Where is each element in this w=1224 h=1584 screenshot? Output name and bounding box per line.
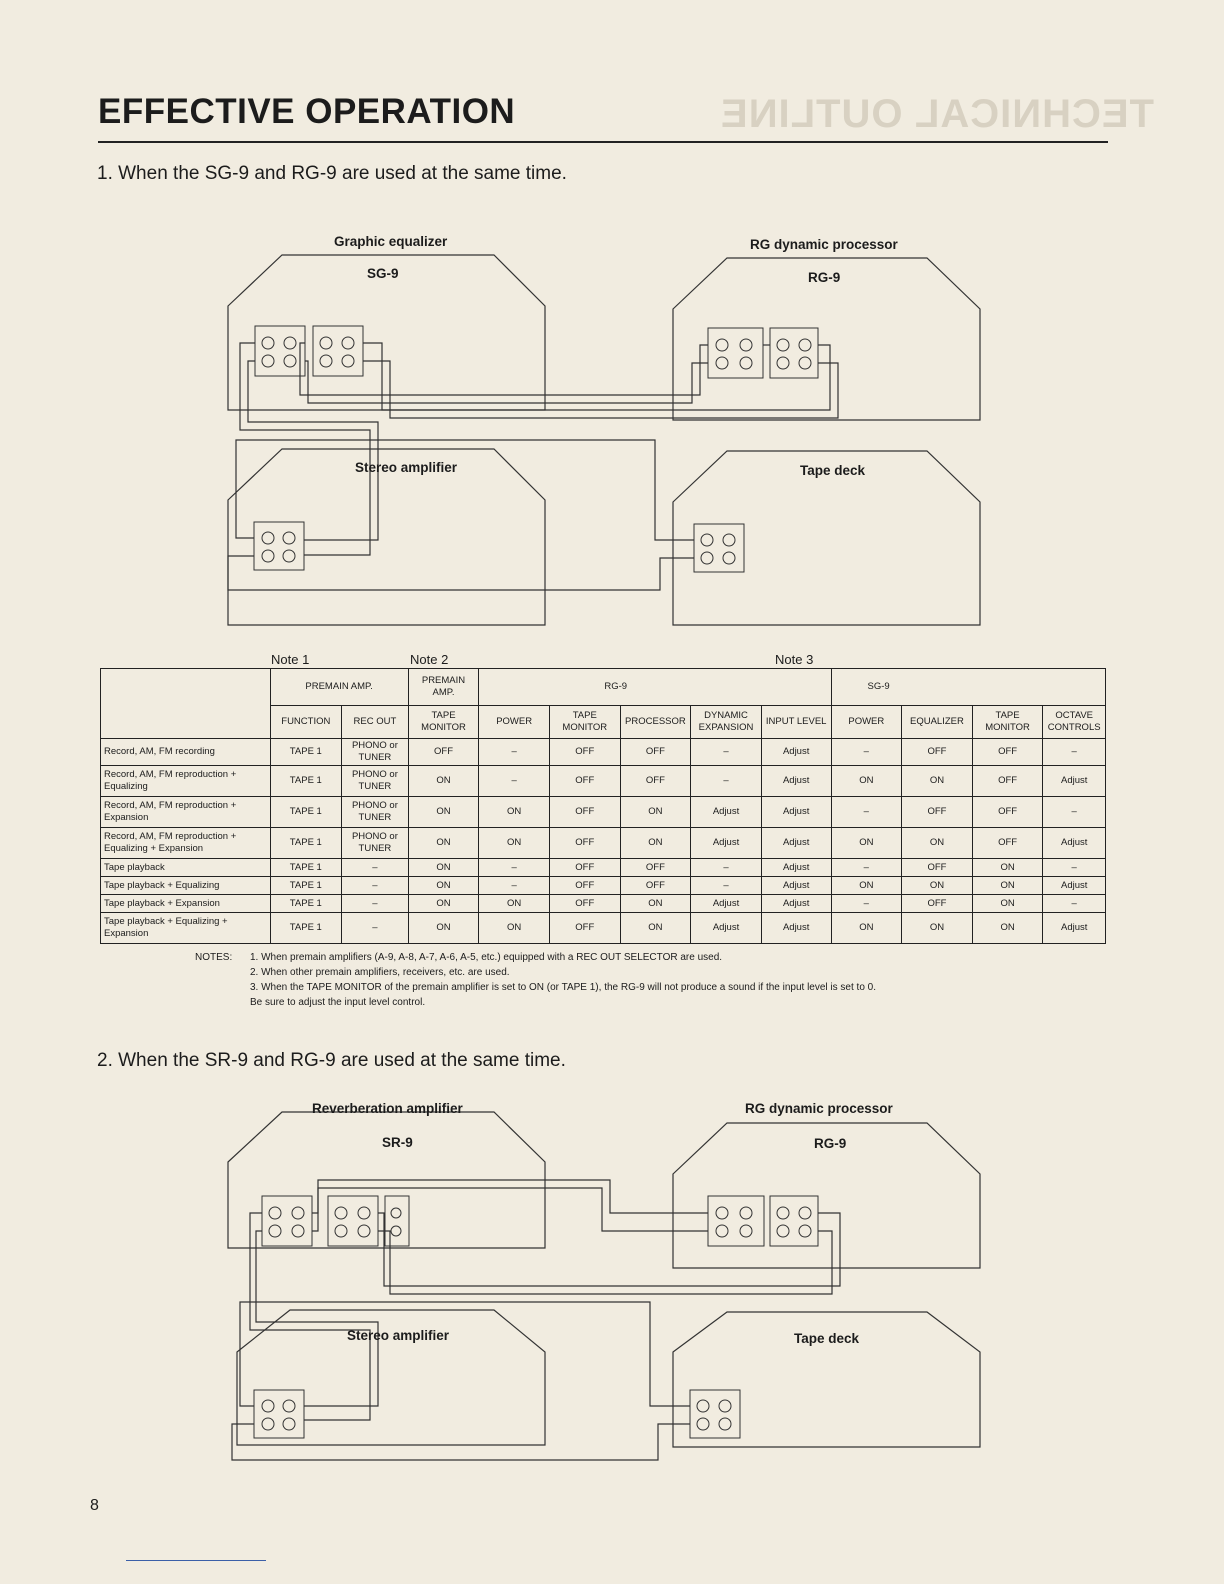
connection-diagram-2: [0, 1090, 1224, 1470]
rg9-header: RG-9: [479, 669, 831, 706]
sg9-model-label: SG-9: [367, 266, 399, 281]
cables-1: [228, 343, 838, 590]
setting-cell: PHONO or TUNER: [342, 766, 409, 797]
setting-cell: ON: [620, 913, 691, 944]
setting-cell: –: [831, 859, 902, 877]
col-header-processor: PROCESSOR: [620, 706, 691, 739]
setting-cell: ON: [479, 797, 550, 828]
setting-cell: TAPE 1: [270, 913, 342, 944]
footer-rule: [126, 1560, 266, 1561]
setting-cell: –: [691, 739, 762, 766]
setting-cell: ON: [408, 766, 479, 797]
stereo-amplifier-label-2: Stereo amplifier: [347, 1328, 450, 1343]
setting-cell: OFF: [549, 877, 620, 895]
mode-cell: Tape playback + Expansion: [101, 895, 271, 913]
setting-cell: –: [479, 877, 550, 895]
stereo-amplifier-1: [228, 449, 545, 625]
setting-cell: ON: [831, 877, 902, 895]
col-header-power: POWER: [479, 706, 550, 739]
setting-cell: Adjust: [761, 877, 831, 895]
col-header-input-level: INPUT LEVEL: [761, 706, 831, 739]
setting-cell: OFF: [549, 895, 620, 913]
setting-cell: Adjust: [691, 797, 762, 828]
setting-cell: ON: [408, 828, 479, 859]
setting-cell: ON: [620, 828, 691, 859]
col-header-rec-out: REC OUT: [342, 706, 409, 739]
setting-cell: OFF: [549, 766, 620, 797]
setting-cell: ON: [479, 828, 550, 859]
mode-header-cell: [101, 669, 271, 739]
setting-cell: OFF: [549, 797, 620, 828]
setting-cell: ON: [831, 913, 902, 944]
table-row: [101, 859, 1106, 877]
note-2-label: Note 2: [410, 652, 449, 667]
setting-cell: Adjust: [761, 913, 831, 944]
setting-cell: –: [831, 895, 902, 913]
setting-cell: OFF: [549, 913, 620, 944]
setting-cell: –: [342, 859, 409, 877]
table-row: [101, 766, 1106, 797]
setting-cell: –: [479, 766, 550, 797]
setting-cell: –: [831, 739, 902, 766]
col-header-function: FUNCTION: [270, 706, 342, 739]
col-header-equalizer: EQUALIZER: [902, 706, 973, 739]
section-1-heading: 1. When the SG-9 and RG-9 are used at the same time.: [97, 163, 567, 184]
setting-cell: OFF: [620, 739, 691, 766]
premain-amp-2-header: PREMAIN AMP.: [408, 669, 479, 706]
setting-cell: Adjust: [761, 828, 831, 859]
setting-cell: –: [342, 895, 409, 913]
setting-cell: Adjust: [691, 913, 762, 944]
table-group-header-row: [101, 669, 1106, 706]
setting-cell: OFF: [972, 797, 1043, 828]
mode-cell: Record, AM, FM reproduction + Equalizing + Expansion: [101, 828, 271, 859]
mode-cell: Tape playback: [101, 859, 271, 877]
sg9-header: SG-9: [831, 669, 1106, 706]
setting-cell: ON: [408, 913, 479, 944]
setting-cell: ON: [620, 797, 691, 828]
stereo-amplifier-label-1: Stereo amplifier: [355, 460, 458, 475]
mode-cell: Tape playback + Equalizing + Expansion: [101, 913, 271, 944]
setting-cell: ON: [408, 895, 479, 913]
setting-cell: Adjust: [1043, 766, 1106, 797]
setting-cell: –: [342, 913, 409, 944]
setting-cell: ON: [620, 895, 691, 913]
setting-cell: –: [1043, 859, 1106, 877]
setting-cell: –: [479, 859, 550, 877]
mode-cell: Record, AM, FM recording: [101, 739, 271, 766]
connection-diagram-1: [0, 0, 1224, 660]
setting-cell: –: [1043, 797, 1106, 828]
mode-cell: Record, AM, FM reproduction + Expansion: [101, 797, 271, 828]
table-row: [101, 797, 1106, 828]
note-item-2: 2. When other premain amplifiers, receivers, etc. are used.: [250, 967, 510, 978]
setting-cell: PHONO or TUNER: [342, 797, 409, 828]
setting-cell: –: [342, 877, 409, 895]
setting-cell: OFF: [902, 797, 973, 828]
setting-cell: TAPE 1: [270, 859, 342, 877]
section-2-heading: 2. When the SR-9 and RG-9 are used at the same time.: [97, 1050, 566, 1071]
setting-cell: ON: [408, 797, 479, 828]
setting-cell: Adjust: [1043, 913, 1106, 944]
setting-cell: TAPE 1: [270, 739, 342, 766]
note-item-3-cont: Be sure to adjust the input level control.: [250, 997, 426, 1008]
note-item-3: 3. When the TAPE MONITOR of the premain amplifier is set to ON (or TAPE 1), the RG-9 will not produce a sound if the input level is set to 0.: [250, 982, 877, 993]
col-header-dynamic-expansion: DYNAMIC EXPANSION: [691, 706, 762, 739]
setting-cell: OFF: [549, 828, 620, 859]
page-number: 8: [90, 1497, 99, 1514]
table-row: [101, 877, 1106, 895]
rg-processor-label-2: RG dynamic processor: [745, 1101, 893, 1116]
setting-cell: OFF: [902, 895, 973, 913]
rg9-model-label-1: RG-9: [808, 270, 841, 285]
setting-cell: Adjust: [691, 895, 762, 913]
table-body: [101, 739, 1106, 944]
setting-cell: Adjust: [761, 766, 831, 797]
setting-cell: ON: [902, 913, 973, 944]
setting-cell: –: [831, 797, 902, 828]
setting-cell: Adjust: [761, 797, 831, 828]
table-row: [101, 739, 1106, 766]
setting-cell: TAPE 1: [270, 877, 342, 895]
graphic-equalizer-label: Graphic equalizer: [334, 234, 448, 249]
tape-deck-label-2: Tape deck: [794, 1331, 860, 1346]
setting-cell: –: [1043, 895, 1106, 913]
setting-cell: OFF: [972, 828, 1043, 859]
setting-cell: PHONO or TUNER: [342, 739, 409, 766]
setting-cell: –: [691, 877, 762, 895]
setting-cell: OFF: [549, 859, 620, 877]
setting-cell: ON: [408, 877, 479, 895]
col-header-tape-monitor: TAPE MONITOR: [408, 706, 479, 739]
sr9-model-label: SR-9: [382, 1135, 413, 1150]
note-1-label: Note 1: [271, 652, 310, 667]
setting-cell: –: [691, 766, 762, 797]
mode-cell: Tape playback + Equalizing: [101, 877, 271, 895]
setting-cell: ON: [479, 913, 550, 944]
setting-cell: OFF: [972, 766, 1043, 797]
col-header-tape-monitor-rg: TAPE MONITOR: [549, 706, 620, 739]
table-row: [101, 895, 1106, 913]
setting-cell: ON: [972, 859, 1043, 877]
setting-cell: ON: [479, 895, 550, 913]
setting-cell: Adjust: [1043, 828, 1106, 859]
operation-settings-table: [100, 668, 1106, 944]
setting-cell: –: [479, 739, 550, 766]
table-row: [101, 913, 1106, 944]
page-title: EFFECTIVE OPERATION: [98, 92, 516, 131]
premain-amp-header: PREMAIN AMP.: [270, 669, 408, 706]
setting-cell: OFF: [408, 739, 479, 766]
col-header-power-sg: POWER: [831, 706, 902, 739]
setting-cell: ON: [408, 859, 479, 877]
cables-2: [232, 1180, 840, 1460]
setting-cell: Adjust: [761, 895, 831, 913]
setting-cell: ON: [972, 877, 1043, 895]
setting-cell: ON: [902, 828, 973, 859]
setting-cell: –: [691, 859, 762, 877]
mode-cell: Record, AM, FM reproduction + Equalizing: [101, 766, 271, 797]
setting-cell: TAPE 1: [270, 766, 342, 797]
setting-cell: OFF: [972, 739, 1043, 766]
setting-cell: ON: [972, 913, 1043, 944]
setting-cell: –: [1043, 739, 1106, 766]
col-header-octave-controls: OCTAVE CONTROLS: [1043, 706, 1106, 739]
setting-cell: ON: [902, 877, 973, 895]
setting-cell: ON: [902, 766, 973, 797]
rg-processor-label-1: RG dynamic processor: [750, 237, 898, 252]
setting-cell: TAPE 1: [270, 895, 342, 913]
setting-cell: OFF: [620, 877, 691, 895]
table-row: [101, 828, 1106, 859]
reverberation-amplifier-label: Reverberation amplifier: [312, 1101, 463, 1116]
notes-header: NOTES:: [195, 952, 233, 963]
setting-cell: Adjust: [761, 859, 831, 877]
setting-cell: ON: [972, 895, 1043, 913]
setting-cell: TAPE 1: [270, 828, 342, 859]
tape-deck-label-1: Tape deck: [800, 463, 866, 478]
setting-cell: OFF: [620, 766, 691, 797]
setting-cell: Adjust: [1043, 877, 1106, 895]
setting-cell: PHONO or TUNER: [342, 828, 409, 859]
setting-cell: OFF: [620, 859, 691, 877]
note-item-1: 1. When premain amplifiers (A-9, A-8, A-7, A-6, A-5, etc.) equipped with a REC OUT SELECTOR are used.: [250, 952, 723, 963]
setting-cell: OFF: [549, 739, 620, 766]
setting-cell: TAPE 1: [270, 797, 342, 828]
setting-cell: Adjust: [761, 739, 831, 766]
note-3-label: Note 3: [775, 652, 814, 667]
col-header-tape-monitor-sg: TAPE MONITOR: [972, 706, 1043, 739]
rg9-model-label-2: RG-9: [814, 1136, 847, 1151]
bleed-through-title: TECHNICAL OUTLINE: [720, 92, 1155, 136]
setting-cell: OFF: [902, 739, 973, 766]
setting-cell: OFF: [902, 859, 973, 877]
setting-cell: ON: [831, 828, 902, 859]
setting-cell: Adjust: [691, 828, 762, 859]
setting-cell: ON: [831, 766, 902, 797]
